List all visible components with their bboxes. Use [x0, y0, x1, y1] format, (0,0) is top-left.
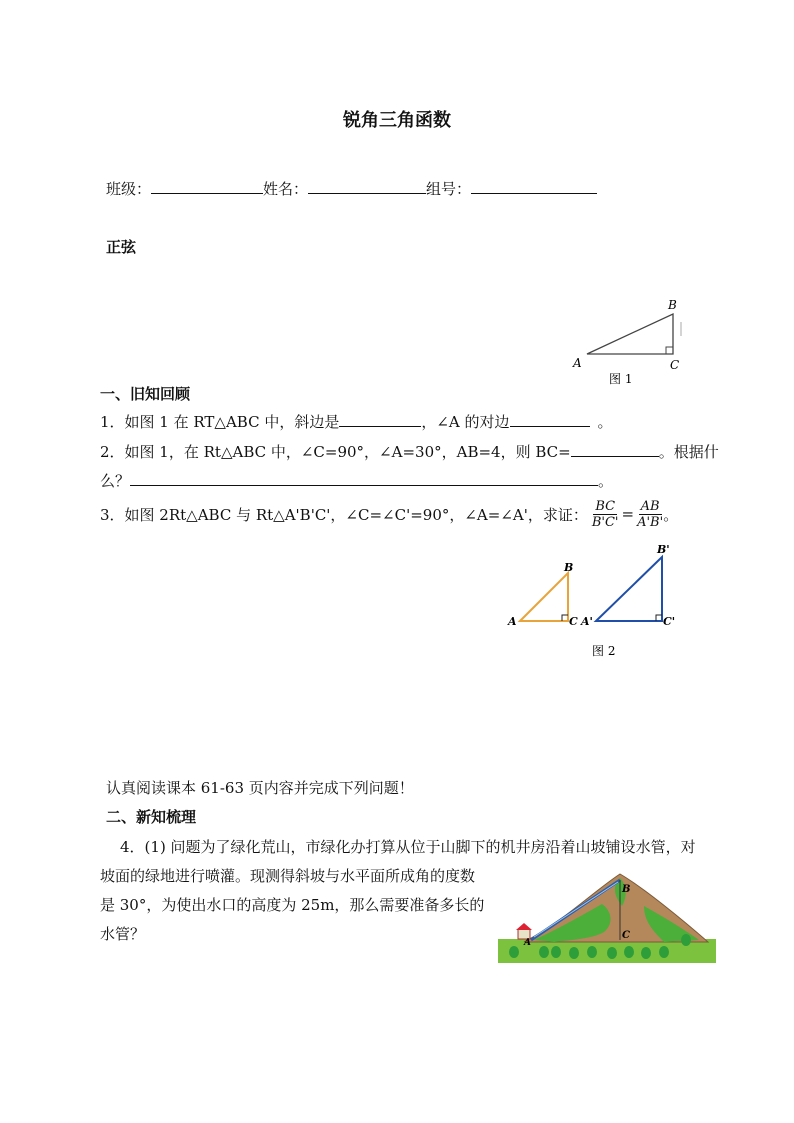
name-blank[interactable] [308, 179, 426, 194]
q1-text-a: 1．如图 1 在 RT△ABC 中，斜边是 [100, 413, 340, 431]
q1-blank-hypotenuse[interactable] [339, 412, 421, 427]
new-knowledge-heading: 二、新知梳理 [106, 808, 197, 826]
q3-text: 3．如图 2Rt△ABC 与 Rt△A'B'C'，∠C=∠C'=90°，∠A=∠A'，求证： [100, 505, 588, 524]
fig1-right-angle-mark [666, 347, 673, 354]
q3-equals: = [621, 505, 635, 523]
fig2-label-a-prime: A' [581, 615, 593, 628]
fig2-label-a: A [508, 615, 517, 628]
q1-text-b: ，∠A 的对边 [421, 413, 510, 431]
review-heading: 一、旧知回顾 [100, 385, 191, 403]
question-2-line-1 [100, 441, 719, 462]
fig2-label-b-prime: B' [657, 543, 670, 556]
question-2-line-2 [100, 470, 613, 491]
fig2-label-b: B [564, 561, 574, 574]
q2-text-c: 么？ [100, 472, 131, 490]
fig3-label-c: C [622, 930, 630, 941]
section-sine-heading: 正弦 [106, 238, 137, 256]
fig1-triangle [587, 314, 673, 354]
group-blank[interactable] [471, 179, 597, 194]
fig3-label-a: A [524, 938, 531, 948]
q2-blank-bc[interactable] [571, 442, 659, 457]
q4-line-3: 是 30°，为使出水口的高度为 25m，那么需要准备多长的 [100, 896, 485, 914]
q4-line-2: 坡面的绿地进行喷灌。现测得斜坡与水平面所成角的度数 [100, 867, 476, 885]
well-house-roof [516, 923, 532, 930]
fig1-label-b: B [668, 298, 677, 312]
fig2-label-c-prime: C' [663, 615, 676, 628]
q4-line-4: 水管？ [100, 925, 146, 943]
figure-3-hill [494, 866, 720, 966]
fig2-large-triangle [596, 557, 662, 621]
fig2-label-c: C [569, 615, 578, 628]
name-label: 姓名： [263, 180, 309, 198]
page-title: 锐角三角函数 [343, 110, 451, 131]
q2-text-a: 2．如图 1，在 Rt△ABC 中，∠C=90°，∠A=30°，AB=4，则 BC= [100, 443, 571, 461]
q3-fraction-2 [637, 499, 663, 530]
figure-2 [505, 540, 695, 662]
q2-blank-reason[interactable] [130, 471, 598, 486]
q1-text-c: 。 [597, 413, 613, 431]
fig1-label-a: A [573, 356, 582, 370]
q3-fraction-1 [592, 499, 619, 530]
question-1 [100, 411, 613, 432]
fig1-label-c: C [670, 358, 680, 372]
fig3-label-b: B [622, 884, 631, 895]
fig2-small-triangle [520, 573, 568, 621]
q3-frac1-denominator: B'C' [591, 514, 619, 530]
question-3 [100, 494, 678, 534]
q3-frac2-denominator: A'B' [637, 514, 664, 530]
fig2-caption: 图 2 [592, 644, 616, 658]
q3-end: 。 [663, 505, 679, 524]
student-info-line [106, 178, 597, 199]
q2-text-d: 。 [598, 472, 614, 490]
q4-line-1: 4．(1) 问题为了绿化荒山，市绿化办打算从位于山脚下的机井房沿着山坡铺设水管，对 [120, 838, 696, 856]
group-label: 组号： [426, 180, 472, 198]
reading-instruction: 认真阅读课本 61-63 页内容并完成下列问题！ [106, 779, 414, 797]
q3-frac2-numerator: AB [640, 498, 660, 514]
class-label: 班级： [106, 180, 152, 198]
class-blank[interactable] [151, 179, 263, 194]
q3-frac1-numerator: BC [595, 498, 616, 514]
fig1-caption: 图 1 [609, 372, 633, 386]
figure-1 [565, 292, 705, 388]
q1-blank-opposite[interactable] [510, 412, 590, 427]
q2-text-b: 。根据什 [658, 443, 719, 461]
